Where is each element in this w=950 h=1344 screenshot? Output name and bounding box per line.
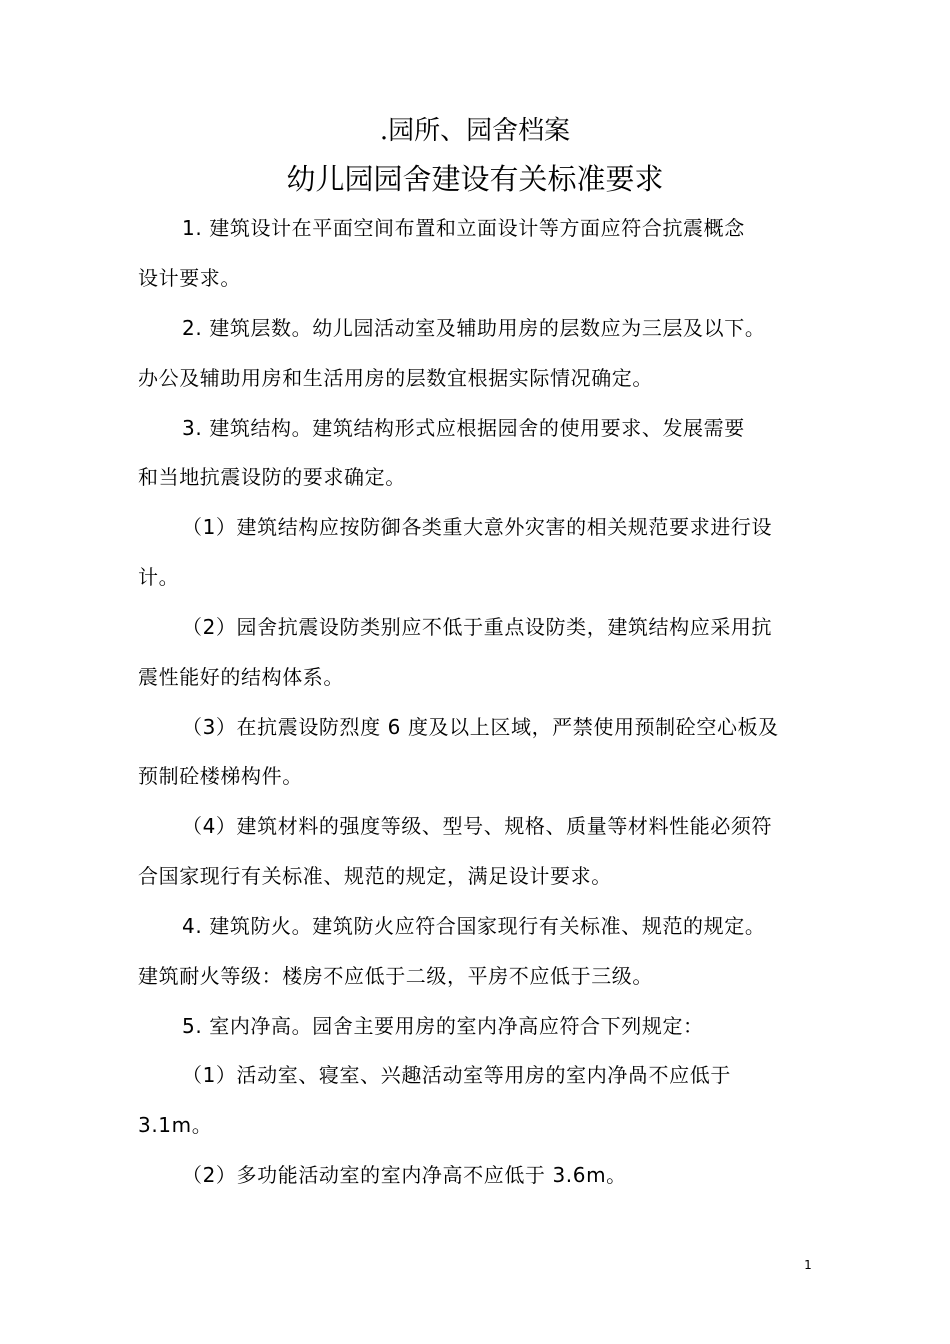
text-line-10: 震性能好的结构体系。 (138, 665, 344, 689)
text-line-13: （4）建筑材料的强度等级、型号、规格、质量等材料性能必须符 (182, 814, 773, 838)
text-line-15: 4. 建筑防火。建筑防火应符合国家现行有关标准、规范的规定。 (182, 914, 766, 938)
text-line-2: 设计要求。 (138, 266, 241, 290)
text-line-7: （1）建筑结构应按防御各类重大意外灾害的相关规范要求进行设 (182, 515, 773, 539)
text-line-6: 和当地抗震设防的要求确定。 (138, 465, 406, 489)
text-line-9: （2）园舍抗震设防类别应不低于重点设防类，建筑结构应采用抗 (182, 615, 773, 639)
text-line-20: （2）多功能活动室的室内净高不应低于 3.6m。 (182, 1163, 627, 1187)
section-heading: .园所、园舍档案 (379, 116, 571, 146)
text-line-12: 预制砼楼梯构件。 (138, 764, 303, 788)
text-line-16: 建筑耐火等级：楼房不应低于二级，平房不应低于三级。 (138, 964, 653, 988)
text-line-14: 合国家现行有关标准、规范的规定，满足设计要求。 (138, 864, 612, 888)
text-line-5: 3. 建筑结构。建筑结构形式应根据园舍的使用要求、发展需要 (182, 416, 745, 440)
text-line-17: 5. 室内净高。园舍主要用房的室内净高应符合下列规定： (182, 1014, 704, 1038)
text-line-4: 办公及辅助用房和生活用房的层数宜根据实际情况确定。 (138, 366, 653, 390)
text-line-8: 计。 (138, 565, 180, 589)
page-number: 1 (804, 1258, 812, 1272)
text-line-18: （1）活动室、寝室、兴趣活动室等用房的室内净咼不应低于 (182, 1063, 731, 1087)
document-title: 幼儿园园舍建设有关标准要求 (286, 162, 664, 196)
text-line-1: 1. 建筑设计在平面空间布置和立面设计等方面应符合抗震概念 (182, 216, 745, 240)
text-line-11: （3）在抗震设防烈度 6 度及以上区域，严禁使用预制砼空心板及 (182, 715, 779, 739)
text-line-3: 2. 建筑层数。幼儿园活动室及辅助用房的层数应为三层及以下。 (182, 316, 766, 340)
text-line-19: 3.1m。 (138, 1113, 213, 1137)
